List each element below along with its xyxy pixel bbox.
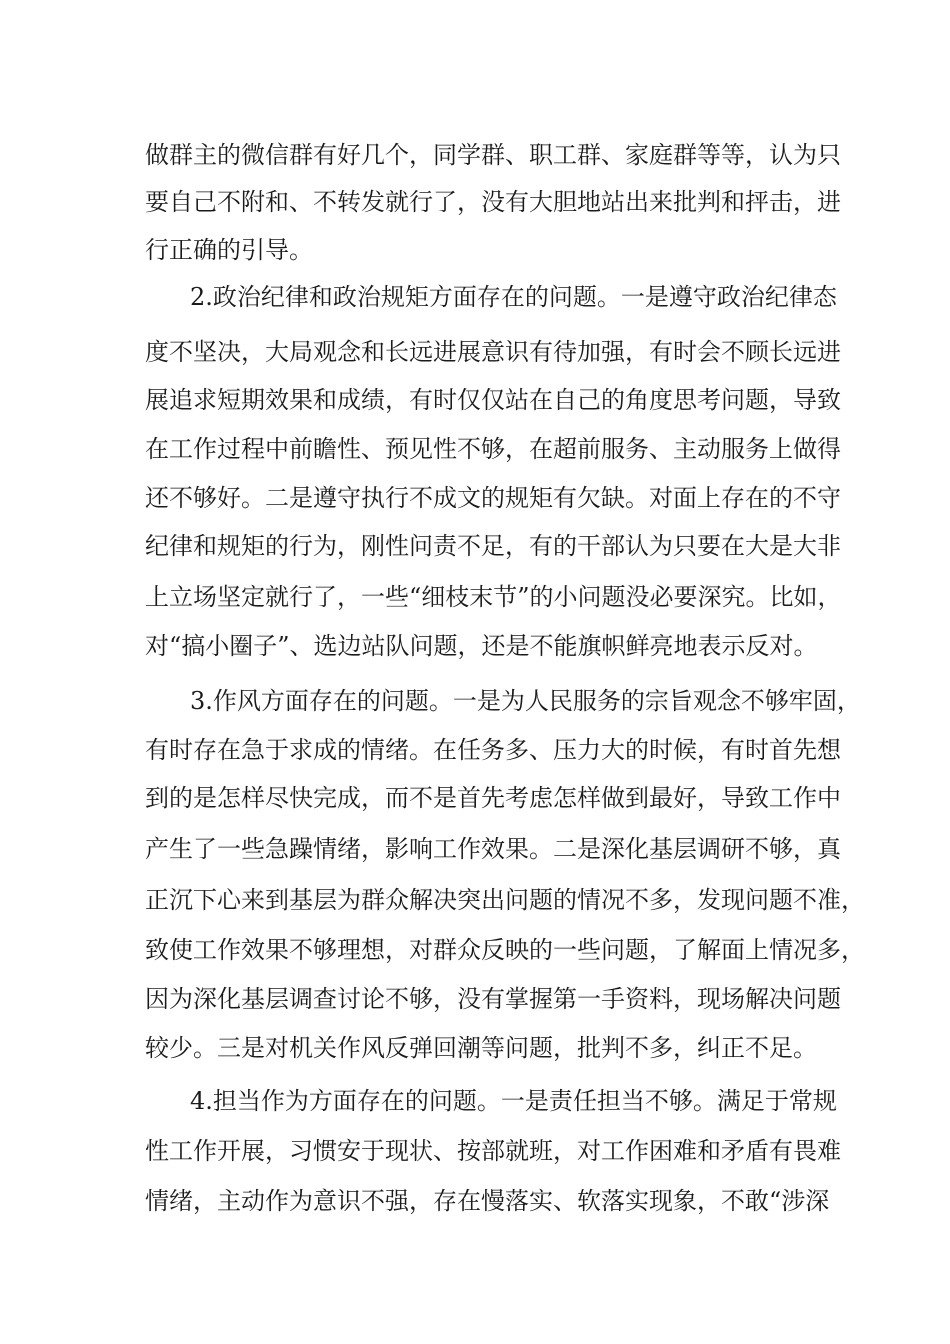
text-line: 还不够好。二是遵守执行不成文的规矩有欠缺。对面上存在的不守 [145,484,841,512]
text-line: 有时存在急于求成的情绪。在任务多、压力大的时候，有时首先想 [145,736,841,764]
text-line: 因为深化基层调查讨论不够，没有掌握第一手资料，现场解决问题 [145,985,841,1013]
text-line: 度不坚决，大局观念和长远进展意识有待加强，有时会不顾长远进 [145,338,841,366]
paragraph-2-heading-line: 2.政治纪律和政治规矩方面存在的问题。一是遵守政治纪律态 [190,283,837,311]
text-line: 致使工作效果不够理想，对群众反映的一些问题，了解面上情况多， [145,936,865,964]
text-line: 到的是怎样尽快完成，而不是首先考虑怎样做到最好，导致工作中 [145,784,841,812]
text-line: 纪律和规矩的行为，刚性问责不足，有的干部认为只要在大是大非 [145,532,841,560]
text-line: 产生了一些急躁情绪，影响工作效果。二是深化基层调研不够，真 [145,835,841,863]
text-line: 上立场坚定就行了，一些“细枝末节”的小问题没必要深究。比如， [145,583,842,611]
text-line: 较少。三是对机关作风反弹回潮等问题，批判不多，纠正不足。 [145,1034,817,1062]
text-line: 展追求短期效果和成绩，有时仅仅站在自己的角度思考问题，导致 [145,386,841,414]
text-line: 情绪，主动作为意识不强，存在慢落实、软落实现象，不敢“涉深 [145,1187,830,1215]
text-line: 对“搞小圈子”、选边站队问题，还是不能旗帜鲜亮地表示反对。 [145,632,818,660]
text-line: 在工作过程中前瞻性、预见性不够，在超前服务、主动服务上做得 [145,435,841,463]
text-line: 要自己不附和、不转发就行了，没有大胆地站出来批判和抨击，进 [145,188,841,216]
text-line: 行正确的引导。 [145,236,313,264]
text-line: 性工作开展，习惯安于现状、按部就班，对工作困难和矛盾有畏难 [145,1137,841,1165]
text-line: 正沉下心来到基层为群众解决突出问题的情况不多，发现问题不准， [145,886,865,914]
paragraph-3-heading-line: 3.作风方面存在的问题。一是为人民服务的宗旨观念不够牢固， [190,687,861,715]
text-line: 做群主的微信群有好几个，同学群、职工群、家庭群等等，认为只 [145,141,841,169]
paragraph-4-heading-line: 4.担当作为方面存在的问题。一是责任担当不够。满足于常规 [190,1087,837,1115]
